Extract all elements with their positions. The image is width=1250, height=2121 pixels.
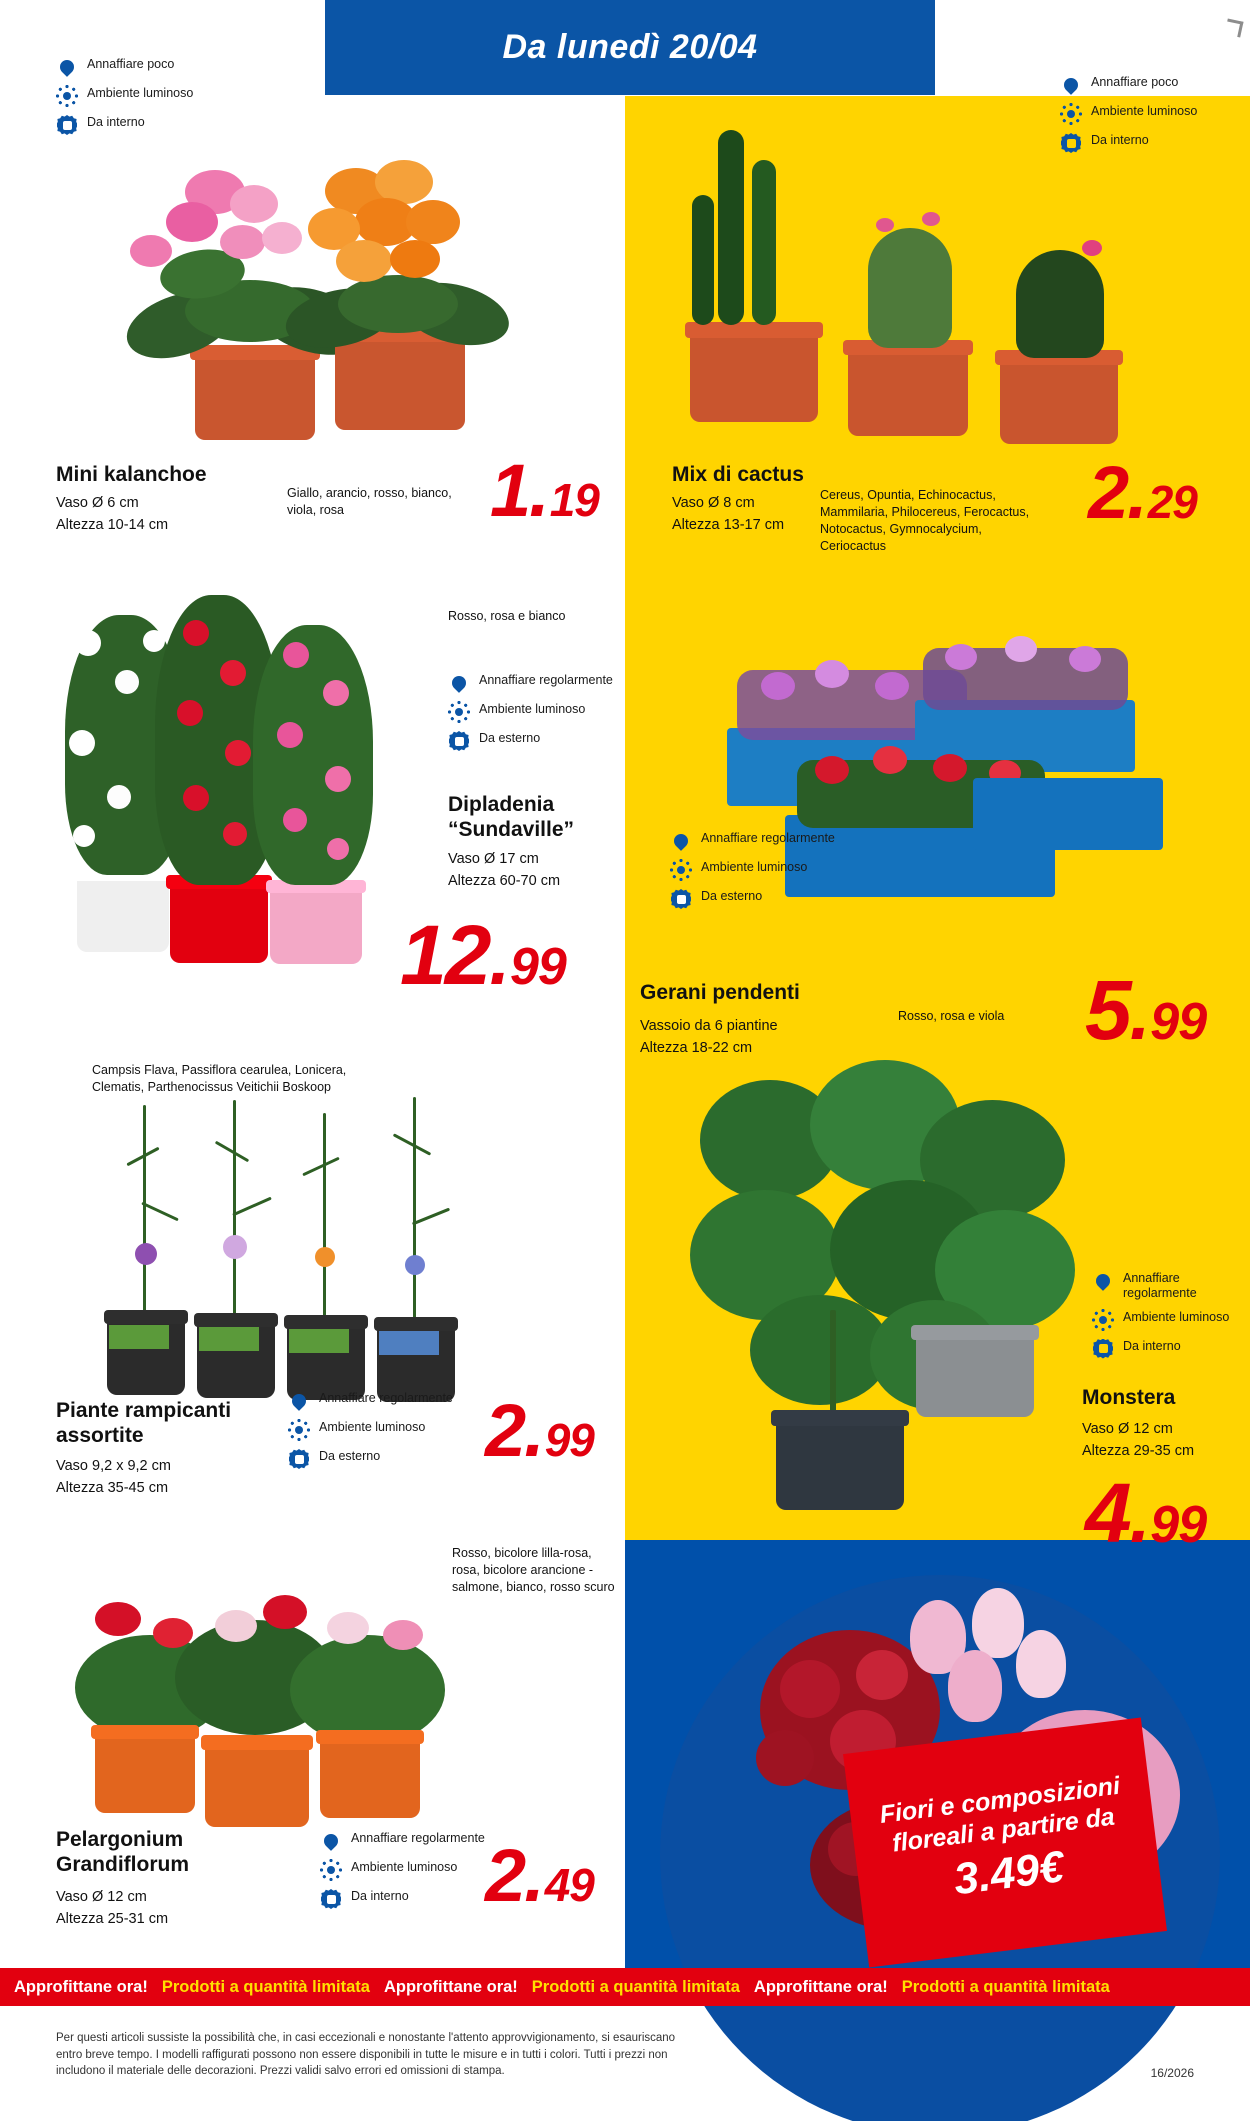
spec-line: Vaso Ø 8 cm <box>672 495 755 511</box>
care-label: Annaffiare regolarmente <box>701 831 835 845</box>
water-drop-icon <box>670 830 692 852</box>
spec-line: Altezza 13-17 cm <box>672 517 785 534</box>
footer-note: Prodotti a quantità limitata <box>901 1977 1110 1996</box>
product-image-mix-di-cactus <box>670 100 1170 430</box>
care-row-placement <box>1092 1338 1250 1360</box>
footer-cta: Approfittane ora! <box>753 1977 888 1996</box>
care-row-light <box>288 1419 453 1441</box>
price-decimal: 99 <box>544 1414 594 1466</box>
outdoor-icon <box>670 888 692 910</box>
spec-line: Vaso Ø 6 cm <box>56 495 139 511</box>
care-label: Ambiente luminoso <box>1091 104 1198 118</box>
care-row-water <box>288 1390 453 1412</box>
product-spec-gerani-pendenti <box>640 1015 870 1060</box>
spec-line: Vaso Ø 12 cm <box>56 1889 147 1905</box>
care-label: Annaffiare poco <box>1091 75 1179 89</box>
sun-icon <box>670 859 692 881</box>
care-label: Ambiente luminoso <box>701 860 808 874</box>
care-list-pelargonium <box>320 1830 485 1917</box>
product-image-mini-kalanchoe <box>70 130 570 430</box>
care-row-water <box>320 1830 485 1852</box>
product-variety-dipladenia: Rosso, rosa e bianco <box>448 609 566 623</box>
price-integer: 2 <box>485 1389 525 1472</box>
sun-icon <box>448 701 470 723</box>
care-label: Da interno <box>1123 1338 1181 1353</box>
product-price-piante-rampicanti: 2.99 <box>485 1389 594 1472</box>
care-row-placement <box>288 1448 453 1470</box>
promo-badge-line1: Fiori e composizioni floreali a partire da <box>878 1771 1122 1858</box>
outdoor-icon <box>288 1448 310 1470</box>
spec-line: Vaso 9,2 x 9,2 cm <box>56 1458 171 1474</box>
care-row-light <box>670 859 835 881</box>
sun-icon <box>1092 1309 1114 1331</box>
care-row-water <box>56 56 193 78</box>
promo-badge-line2: 3.49€ <box>951 1842 1067 1905</box>
price-integer: 5 <box>1085 963 1130 1057</box>
spec-line: Altezza 18-22 cm <box>640 1040 753 1057</box>
spec-line: Altezza 10-14 cm <box>56 517 169 534</box>
care-row-water <box>1060 74 1197 96</box>
product-variety-pelargonium: Rosso, bicolore lilla-rosa, rosa, bicolore arancione -salmone, bianco, rosso scuro <box>452 1546 615 1594</box>
footer-banner <box>0 1968 1250 2006</box>
price-decimal: 99 <box>1150 1496 1207 1554</box>
corner-mark-icon <box>1225 19 1244 38</box>
product-spec-pelargonium <box>56 1886 276 1931</box>
care-row-placement <box>448 730 613 752</box>
product-variety-gerani-pendenti: Rosso, rosa e viola <box>898 1009 1005 1023</box>
care-label: Da interno <box>87 115 145 129</box>
sun-icon <box>56 85 78 107</box>
care-row-water <box>670 830 835 852</box>
product-spec-mini-kalanchoe <box>56 492 276 537</box>
care-list-gerani-pendenti <box>670 830 835 917</box>
price-decimal: 99 <box>1150 993 1207 1051</box>
footer-cta: Approfittane ora! <box>14 1977 148 1996</box>
price-decimal: 29 <box>1147 476 1197 528</box>
care-label: Da esterno <box>701 889 763 903</box>
product-spec-monstera <box>1082 1418 1242 1463</box>
care-row-water <box>448 672 613 694</box>
water-drop-icon <box>320 1830 342 1852</box>
outdoor-icon <box>448 730 470 752</box>
spec-line: Vaso Ø 12 cm <box>1082 1421 1173 1437</box>
price-decimal: 99 <box>510 938 566 996</box>
product-variety-mix-di-cactus: Cereus, Opuntia, Echinocactus, Mammilaria, Philocereus, Ferocactus, Notocactus, Gymnocalycium, Ceriocactus <box>820 488 1030 553</box>
spec-line: Vaso Ø 17 cm <box>448 851 539 867</box>
care-label: Annaffiare regolarmente <box>319 1391 453 1405</box>
care-row-water <box>1092 1270 1250 1302</box>
price-decimal: 49 <box>544 1859 594 1911</box>
indoor-icon <box>1092 1338 1114 1360</box>
price-integer: 2 <box>1088 451 1128 534</box>
water-drop-icon <box>288 1390 310 1412</box>
footer-cta: Approfittane ora! <box>383 1977 518 1996</box>
price-integer: 4 <box>1085 1466 1130 1560</box>
water-drop-icon <box>1060 74 1082 96</box>
care-row-placement <box>320 1888 485 1910</box>
care-label: Da interno <box>351 1889 409 1903</box>
issue-number: 16/2026 <box>1150 2066 1194 2080</box>
product-image-monstera <box>680 1060 1100 1520</box>
price-decimal: 19 <box>549 474 599 526</box>
care-label: Ambiente luminoso <box>479 702 586 716</box>
care-list-piante-rampicanti <box>288 1390 453 1477</box>
care-label: Da interno <box>1091 133 1149 147</box>
product-name-monstera: Monstera <box>1082 1386 1176 1409</box>
price-integer: 1 <box>490 449 530 532</box>
price-integer: 12 <box>400 908 490 1002</box>
product-name-mix-di-cactus: Mix di cactus <box>672 463 804 486</box>
footer-note: Prodotti a quantità limitata <box>531 1977 740 1996</box>
water-drop-icon <box>56 56 78 78</box>
spec-line: Altezza 29-35 cm <box>1082 1443 1195 1460</box>
spec-line: Altezza 25-31 cm <box>56 1911 169 1928</box>
sun-icon <box>288 1419 310 1441</box>
care-row-placement <box>670 888 835 910</box>
spec-line: Altezza 35-45 cm <box>56 1480 169 1497</box>
water-drop-icon <box>1092 1270 1114 1292</box>
care-label: Ambiente luminoso <box>319 1420 426 1434</box>
product-price-monstera: 4.99 <box>1085 1466 1207 1560</box>
product-name-gerani-pendenti: Gerani pendenti <box>640 981 800 1004</box>
page-title: Da lunedì 20/04 <box>502 28 758 66</box>
care-label: Ambiente luminoso <box>87 86 194 100</box>
footer-note: Prodotti a quantità limitata <box>161 1977 370 1996</box>
product-price-gerani-pendenti: 5.99 <box>1085 963 1207 1057</box>
care-row-light <box>56 85 193 107</box>
promo-badge <box>843 1718 1167 1968</box>
product-name-pelargonium: Pelargonium Grandiflorum <box>56 1828 190 1877</box>
care-label: Annaffiare regolarmente <box>351 1831 485 1845</box>
product-price-mix-di-cactus: 2.29 <box>1088 451 1197 534</box>
product-image-pelargonium <box>65 1540 465 1830</box>
care-label: Annaffiare regolarmente <box>479 673 613 687</box>
product-price-pelargonium: 2.49 <box>485 1834 594 1917</box>
care-label: Annaffiare regolarmente <box>1123 1271 1197 1301</box>
spec-line: Altezza 60-70 cm <box>448 873 561 890</box>
header-banner <box>325 0 935 95</box>
product-name-piante-rampicanti: Piante rampicanti assortite <box>56 1399 232 1448</box>
price-integer: 2 <box>485 1834 525 1917</box>
product-image-piante-rampicanti <box>95 1095 495 1380</box>
legal-text: Per questi articoli sussiste la possibilità che, in casi eccezionali e nonostante l'attento approvvigionamento, si esauriscano entro breve tempo. I modelli raffigurati possono non essere disponibili in tutte le misure e in tutti i colori. Tutti i prezzi non includono il materiale delle decorazioni. Prezzi validi salvo errori ed omissioni di stampa. <box>56 2032 676 2078</box>
care-label: Da esterno <box>319 1449 381 1463</box>
care-list-dipladenia <box>448 672 613 759</box>
care-label: Annaffiare poco <box>87 57 175 71</box>
product-variety-piante-rampicanti: Campsis Flava, Passiflora cearulea, Lonicera, Clematis, Parthenocissus Veitichii Boskoop <box>92 1063 347 1094</box>
care-row-light <box>1092 1309 1250 1331</box>
product-name-mini-kalanchoe: Mini kalanchoe <box>56 463 207 486</box>
care-row-light <box>448 701 613 723</box>
product-spec-dipladenia <box>448 848 648 893</box>
product-variety-mini-kalanchoe: Giallo, arancio, rosso, bianco, viola, rosa <box>287 486 452 517</box>
care-label: Da esterno <box>479 731 541 745</box>
sun-icon <box>320 1859 342 1881</box>
care-list-monstera <box>1092 1270 1250 1367</box>
product-name-dipladenia: Dipladenia “Sundaville” <box>448 793 575 842</box>
care-label: Ambiente luminoso <box>1123 1309 1230 1324</box>
water-drop-icon <box>448 672 470 694</box>
product-spec-piante-rampicanti <box>56 1455 276 1500</box>
spec-line: Vassoio da 6 piantine <box>640 1018 778 1034</box>
care-label: Ambiente luminoso <box>351 1860 458 1874</box>
product-image-dipladenia <box>55 570 385 970</box>
product-price-dipladenia: 12.99 <box>400 908 566 1002</box>
product-price-mini-kalanchoe: 1.19 <box>490 449 599 532</box>
indoor-icon <box>320 1888 342 1910</box>
care-row-light <box>320 1859 485 1881</box>
